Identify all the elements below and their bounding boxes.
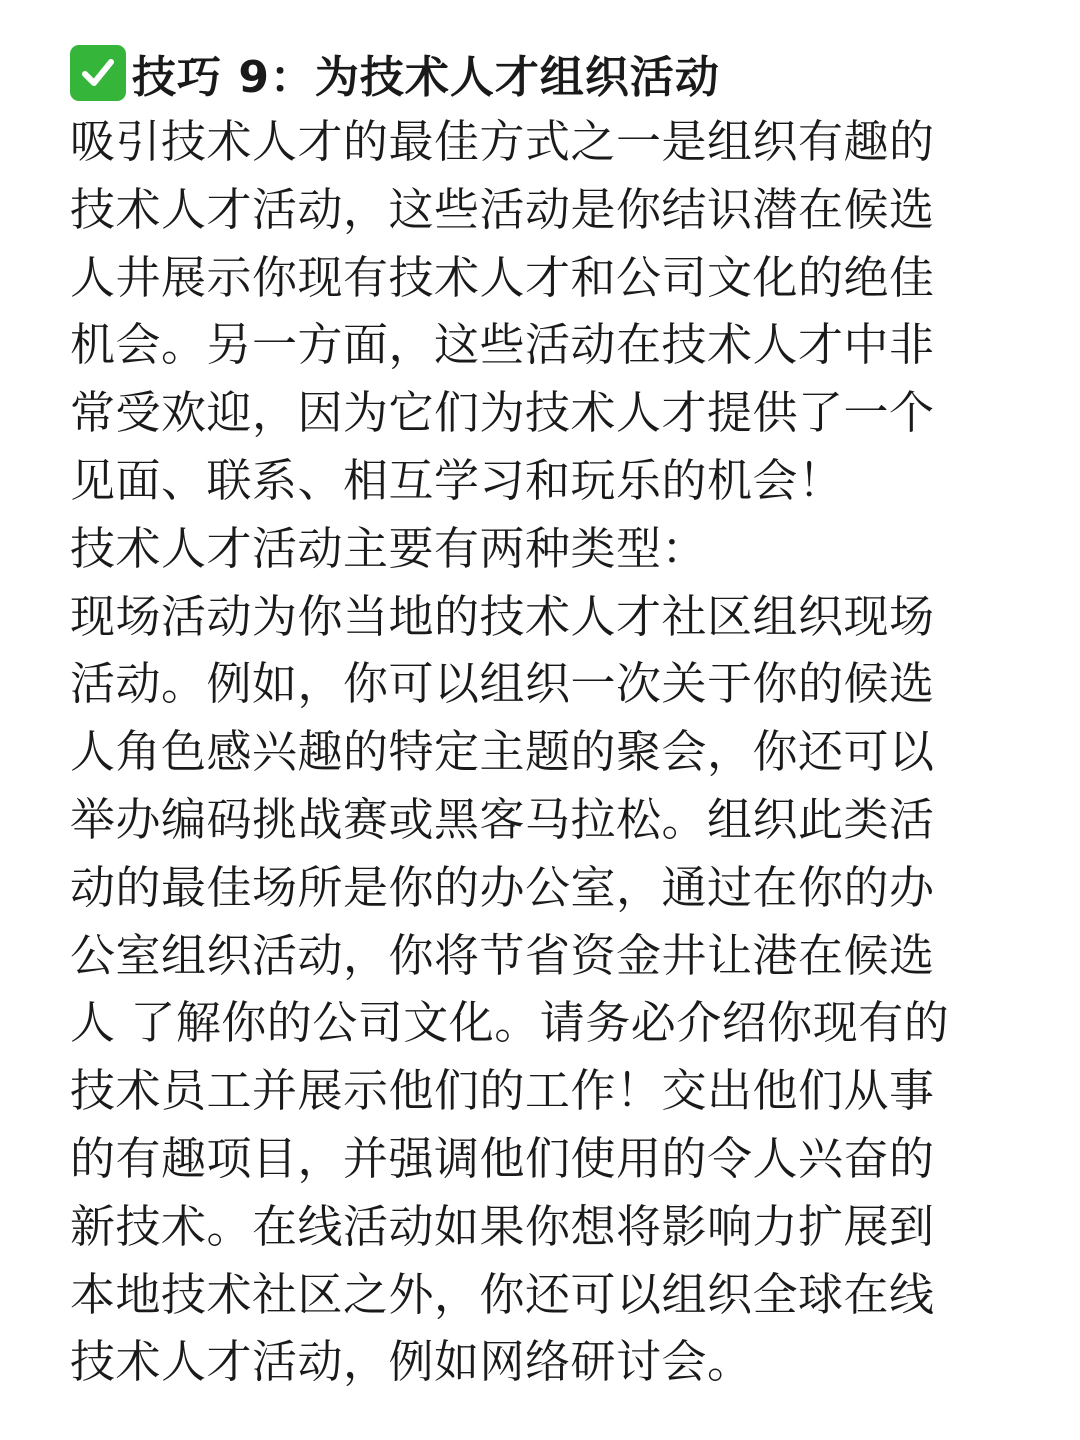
note-page bbox=[70, 38, 1000, 1396]
text-line: 技术人才活动，例如网络研讨会。 bbox=[70, 1335, 753, 1389]
text-line: 现场活动为你当地的技术人才社区组织现场 bbox=[70, 589, 935, 643]
text-line: 人井展示你现有技术人才和公司文化的绝佳 bbox=[70, 250, 935, 304]
section-heading bbox=[70, 38, 1000, 108]
section-title: 技巧 9：为技术人才组织活动 bbox=[132, 52, 720, 103]
text-line: 技术员工并展示他们的工作！交出他们从事 bbox=[70, 1064, 935, 1118]
text-line: 人角色感兴趣的特定主题的聚会，你还可以 bbox=[70, 725, 935, 779]
text-line: 机会。另一方面，这些活动在技术人才中非 bbox=[70, 318, 935, 372]
text-line: 本地技术社区之外，你还可以组织全球在线 bbox=[70, 1267, 935, 1321]
text-line: 技术人才活动，这些活动是你结识潜在候选 bbox=[70, 182, 935, 236]
text-line: 公室组织活动，你将节省资金井让港在候选 bbox=[70, 928, 935, 982]
text-line: 常受欢迎，因为它们为技术人才提供了一个 bbox=[70, 386, 935, 440]
body-text bbox=[70, 108, 1000, 1396]
text-line: 技术人才活动主要有两种类型： bbox=[70, 521, 708, 575]
text-line: 见面、联系、相互学习和玩乐的机会！ bbox=[70, 453, 844, 507]
text-line: 动的最佳场所是你的办公室，通过在你的办 bbox=[70, 860, 935, 914]
text-line: 吸引技术人才的最佳方式之一是组织有趣的 bbox=[70, 115, 935, 168]
text-line: 活动。例如，你可以组织一次关于你的候选 bbox=[70, 657, 935, 711]
text-line: 人 了解你的公司文化。请务必介绍你现有的 bbox=[70, 996, 950, 1050]
check-mark-button-icon bbox=[70, 45, 126, 101]
text-line: 举办编码挑战赛或黑客马拉松。组织此类活 bbox=[70, 792, 935, 846]
text-line: 新技术。在线活动如果你想将影响力扩展到 bbox=[70, 1199, 935, 1253]
text-line: 的有趣项目，并强调他们使用的令人兴奋的 bbox=[70, 1131, 935, 1185]
